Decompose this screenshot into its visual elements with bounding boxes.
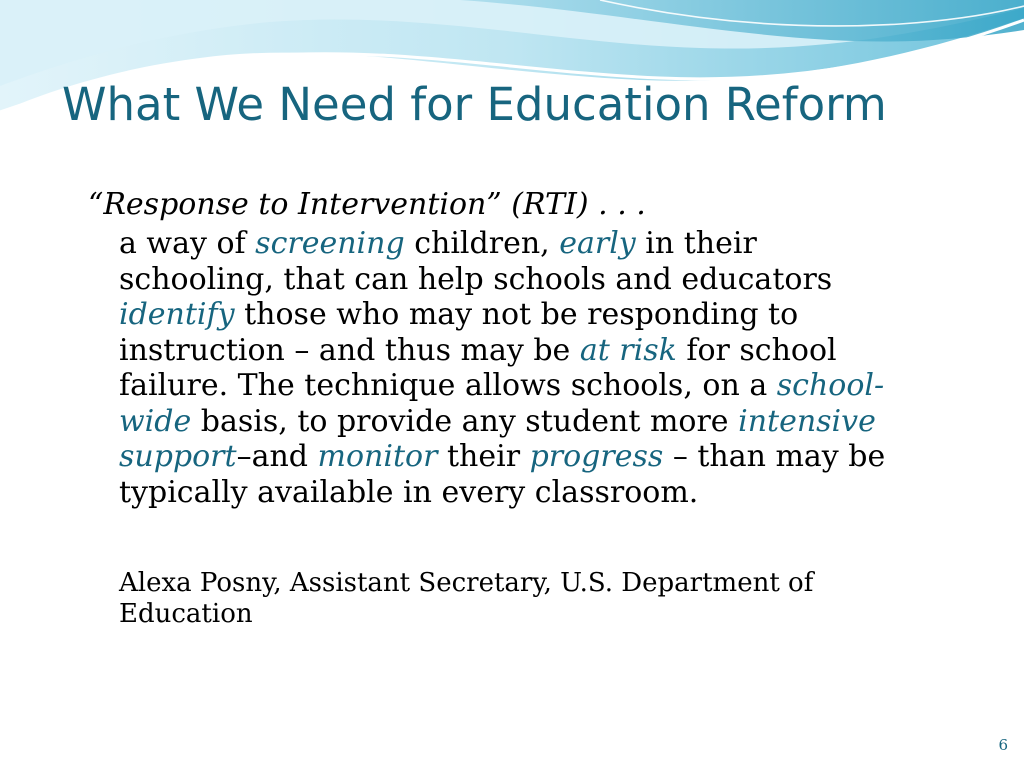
quote-text: – than may be typically available in every classroom. — [119, 439, 886, 510]
quote-text: a way of — [119, 226, 256, 261]
quote-body — [119, 226, 888, 510]
quote-intro: “Response to Intervention” (RTI) . . . — [88, 187, 646, 222]
quote-text: basis, to provide any student more — [191, 403, 739, 439]
slide-title: What We Need for Education Reform — [62, 78, 887, 131]
quote-emphasis: screening — [255, 226, 405, 261]
quote-emphasis: at risk — [579, 332, 677, 368]
quote-text: –and — [236, 439, 318, 474]
quote-emphasis: monitor — [317, 439, 438, 474]
quote-emphasis: identify — [119, 297, 235, 332]
quote-emphasis: intensive support — [119, 403, 876, 474]
quote-text: for school failure. The technique allows schools, on a — [119, 332, 837, 403]
quote-text: children, — [404, 226, 560, 261]
quote-text: those who may not be responding to instruction – and thus may be — [119, 297, 799, 368]
page-number: 6 — [998, 736, 1008, 754]
quote-attribution: Alexa Posny, Assistant Secretary, U.S. Department of Education — [119, 568, 814, 629]
quote-emphasis: early — [559, 226, 636, 261]
slide-content — [88, 186, 888, 630]
quote-emphasis: school-wide — [119, 368, 885, 439]
quote-text: their — [437, 439, 530, 474]
quote-text: in their schooling, that can help schools and educators — [119, 226, 833, 297]
quote-emphasis: progress — [529, 439, 664, 474]
